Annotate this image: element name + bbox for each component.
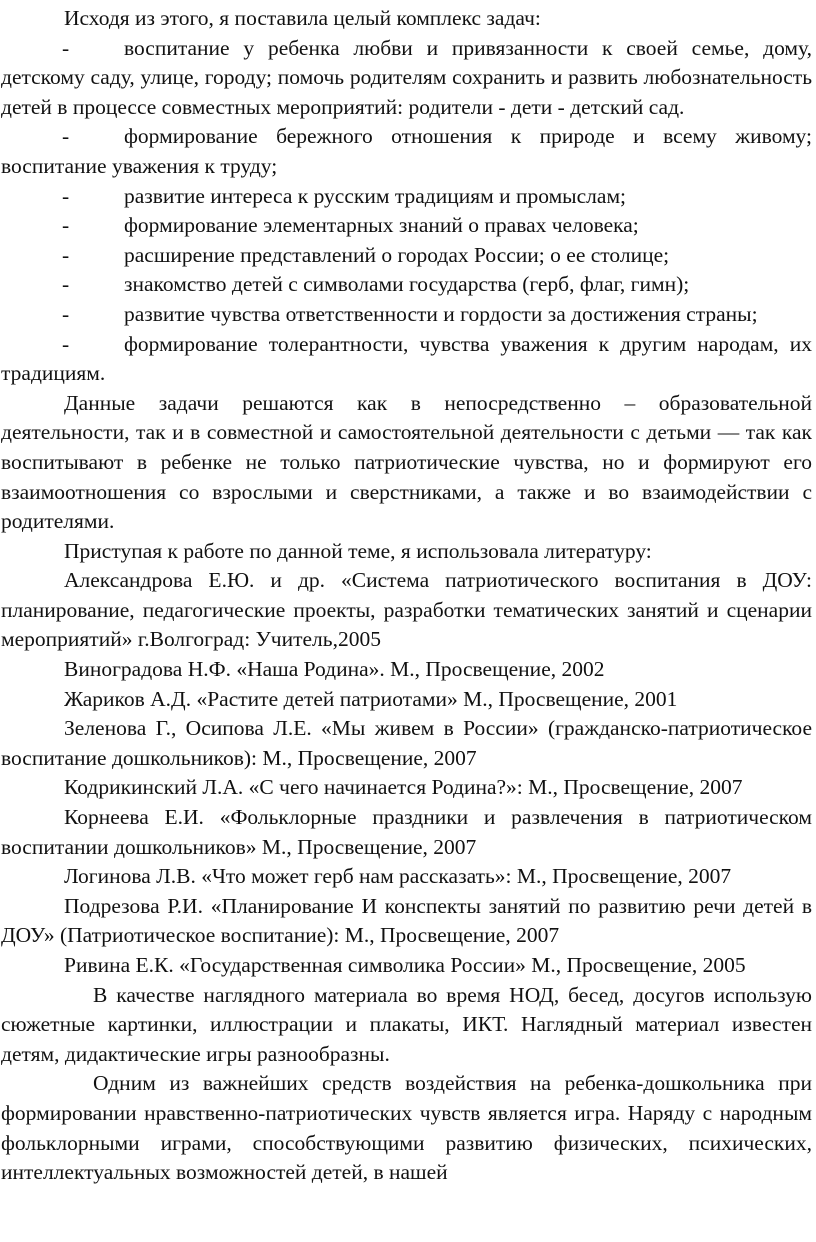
task-item: [1, 270, 812, 300]
task-list: [1, 34, 812, 389]
dash-marker: -: [62, 183, 70, 208]
game-paragraph: Одним из важнейших средств воздействия на ребенка-дошкольника при формировании нравственно-патриотических чувств является игра. Наряду с народным фольклорными играми, способствующими развитию физических, психических, интеллектуальных возможностей детей, в нашей: [1, 1071, 812, 1185]
literature-intro: Приступая к работе по данной теме, я использовала литературу:: [64, 538, 652, 563]
literature-item: Логинова Л.В. «Что может герб нам рассказать»: М., Просвещение, 2007: [64, 864, 732, 889]
dash-marker: -: [62, 213, 70, 238]
literature-item: Виноградова Н.Ф. «Наша Родина». М., Просвещение, 2002: [64, 657, 605, 682]
task-item: [1, 300, 812, 330]
task-text: знакомство детей с символами государства (герб, флаг, гимн);: [124, 272, 690, 297]
literature-item: Кодрикинский Л.А. «С чего начинается Родина?»: М., Просвещение, 2007: [64, 775, 743, 800]
task-item: [1, 211, 812, 241]
dash-marker: -: [62, 331, 70, 356]
tasks-paragraph: Данные задачи решаются как в непосредственно – образовательной деятельности, так и в совместной и самостоятельной деятельности с детьми — так как воспитывают в ребенке не только патриотические чувства, но и формируют его взаимоотношения со взрослыми и сверстниками, а также и во взаимодействии с родителями.: [1, 390, 812, 534]
task-item: [1, 182, 812, 212]
task-item: [1, 34, 812, 123]
task-text: воспитание у ребенка любви и привязанности к своей семье, дому, детскому саду, улице, городу; помочь родителям сохранить и развить любознательность детей в процессе совместных мероприятий: родители - дети - детский сад.: [1, 35, 812, 119]
literature-item: Александрова Е.Ю. и др. «Система патриотического воспитания в ДОУ: планирование, педагогические проекты, разработки тематических занятий и сценарии мероприятий» г.Волгоград: Учитель,2005: [1, 568, 812, 652]
task-text: формирование бережного отношения к природе и всему живому; воспитание уважения к труду;: [1, 124, 812, 178]
dash-marker: -: [62, 242, 70, 267]
dash-marker: -: [62, 35, 70, 60]
task-text: формирование элементарных знаний о правах человека;: [124, 213, 639, 238]
intro-paragraph: Исходя из этого, я поставила целый комплекс задач:: [64, 6, 541, 30]
literature-item: Ривина Е.К. «Государственная символика России» М., Просвещение, 2005: [64, 953, 746, 977]
dash-marker: -: [62, 272, 70, 297]
literature-item: Зеленова Г., Осипова Л.Е. «Мы живем в России» (гражданско-патриотическое воспитание дошкольников): М., Просвещение, 2007: [1, 716, 812, 770]
literature-item: Жариков А.Д. «Растите детей патриотами» М., Просвещение, 2001: [64, 686, 678, 711]
literature-list: [1, 566, 812, 980]
task-text: формирование толерантности, чувства уважения к другим народам, их традициям.: [1, 331, 812, 386]
literature-item: Корнеева Е.И. «Фольклорные праздники и развлечения в патриотическом воспитании дошкольников» М., Просвещение, 2007: [1, 805, 812, 859]
task-text: расширение представлений о городах России; о ее столице;: [124, 242, 670, 267]
task-text: развитие чувства ответственности и гордости за достижения страны;: [124, 301, 758, 326]
task-text: развитие интереса к русским традициям и промыслам;: [124, 183, 627, 208]
task-item: [1, 122, 812, 181]
document-page: [0, 4, 816, 1242]
literature-item: Подрезова Р.И. «Планирование И конспекты занятий по развитию речи детей в ДОУ» (Патриотическое воспитание): М., Просвещение, 2007: [1, 893, 812, 948]
task-item: [1, 241, 812, 271]
dash-marker: -: [62, 301, 70, 326]
task-item: [1, 330, 812, 389]
visual-material-paragraph: В качестве наглядного материала во время НОД, бесед, досугов использую сюжетные картинки, иллюстрации и плакаты, ИКТ. Наглядный материал известен детям, дидактические игры разнообразны.: [1, 982, 812, 1066]
dash-marker: -: [62, 124, 70, 149]
